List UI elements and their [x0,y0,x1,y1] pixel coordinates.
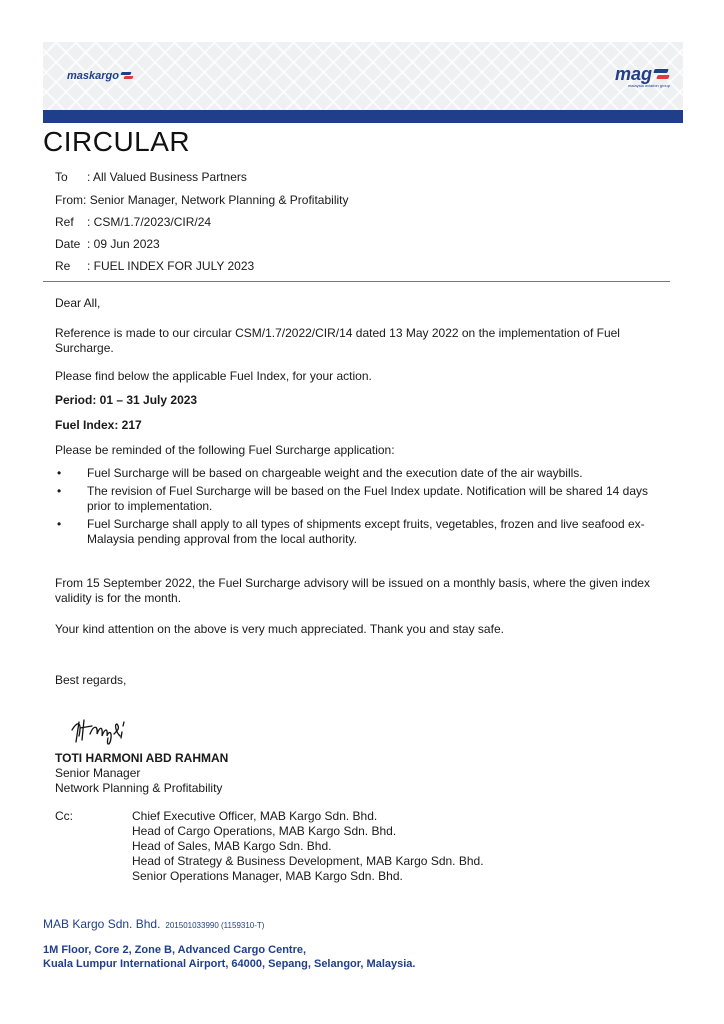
signatory-name: TOTI HARMONI ABD RAHMAN [55,751,229,765]
swoosh-icon [654,68,670,82]
surcharge-rules-list [55,466,670,550]
cc-label: Cc: [55,809,73,823]
header-divider [43,281,670,282]
closing: Best regards, [55,673,127,687]
memo-to: To : All Valued Business Partners [55,170,247,184]
paragraph-reminder: Please be reminded of the following Fuel Surcharge application: [55,443,395,457]
footer-address: 1M Floor, Core 2, Zone B, Advanced Cargo Centre, Kuala Lumpur International Airport, 64000, Sepang, Selangor, Malaysia. [43,944,416,970]
handwritten-signature [70,712,140,748]
swoosh-icon [121,71,133,81]
list-item: Senior Operations Manager, MAB Kargo Sdn. Bhd. [132,869,403,883]
paragraph-instruction: Please find below the applicable Fuel Index, for your action. [55,369,372,383]
signatory-department: Network Planning & Profitability [55,781,223,795]
paragraph-thanks: Your kind attention on the above is very much appreciated. Thank you and stay safe. [55,622,504,636]
memo-date: Date : 09 Jun 2023 [55,237,160,251]
memo-from: From: Senior Manager, Network Planning & Profitability [55,193,349,207]
mag-logo-tagline: malaysia aviation group [627,83,670,88]
cc-list [132,809,484,884]
list-item: Head of Strategy & Business Development, MAB Kargo Sdn. Bhd. [132,854,484,868]
list-item: • Fuel Surcharge will be based on chargeable weight and the execution date of the air waybills. [55,466,670,481]
list-item: • Fuel Surcharge shall apply to all types of shipments except fruits, vegetables, frozen and live seafood ex-Malaysia pending approval from the local authority. [55,517,670,547]
signatory-title: Senior Manager [55,766,141,780]
list-item: Head of Cargo Operations, MAB Kargo Sdn. Bhd. [132,824,397,838]
paragraph-advisory: From 15 September 2022, the Fuel Surcharge advisory will be issued on a monthly basis, where the given index validity is for the month. [55,576,650,605]
maskargo-logo: maskargo [67,70,133,82]
list-item: Head of Sales, MAB Kargo Sdn. Bhd. [132,839,332,853]
fuel-index-line: Fuel Index: 217 [55,418,142,432]
page-title: CIRCULAR [43,126,191,157]
footer-registration: 201501033990 (1159310-T) [165,921,265,930]
header-banner-bar [43,110,683,123]
list-item: • The revision of Fuel Surcharge will be based on the Fuel Index update. Notification will be shared 14 days prior to implementation. [55,484,670,514]
memo-ref: Ref : CSM/1.7/2023/CIR/24 [55,215,212,229]
greeting: Dear All, [55,296,101,310]
header-banner [43,42,683,110]
period-line: Period: 01 – 31 July 2023 [55,393,198,407]
memo-subject: Re : FUEL INDEX FOR JULY 2023 [55,259,255,273]
mag-logo: mag malaysia aviation group [614,64,670,88]
list-item: Chief Executive Officer, MAB Kargo Sdn. Bhd. [132,809,378,823]
footer-company: MAB Kargo Sdn. Bhd. 201501033990 (1159310-T) [43,917,265,931]
paragraph-reference: Reference is made to our circular CSM/1.7/2022/CIR/14 dated 13 May 2022 on the implementation of Fuel Surcharge. [55,326,620,355]
